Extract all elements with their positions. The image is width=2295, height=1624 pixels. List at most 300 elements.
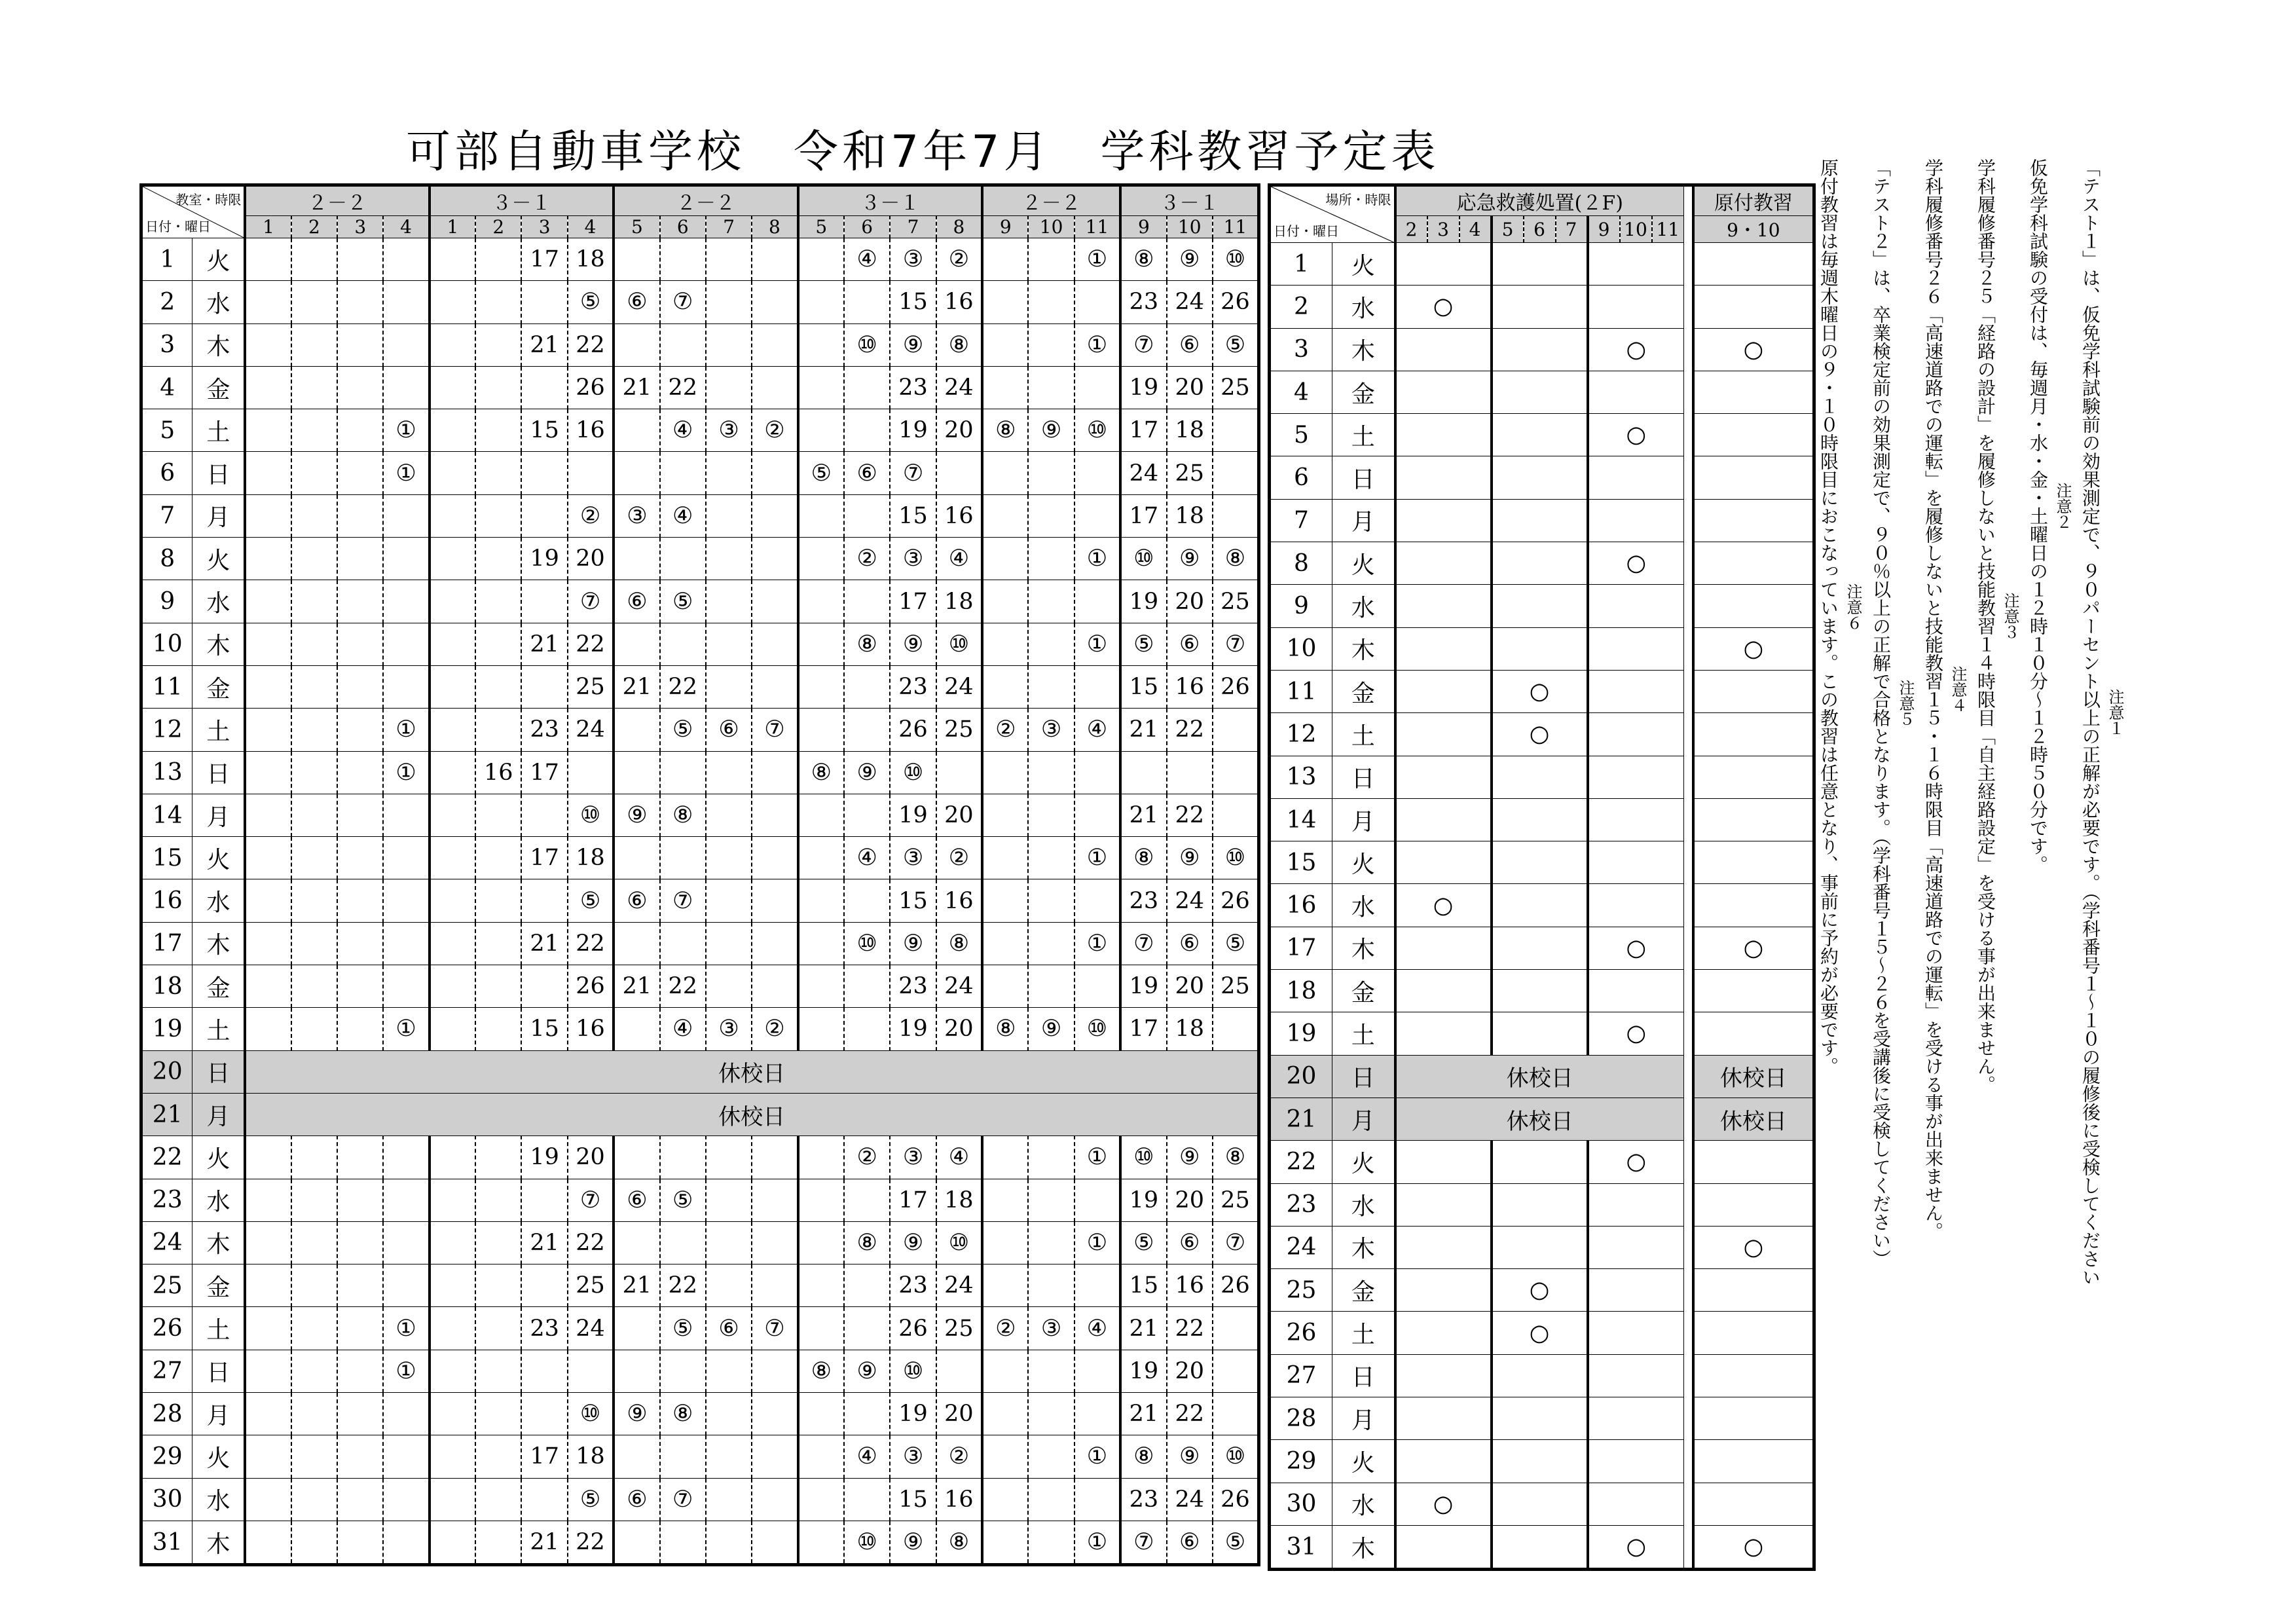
lesson-cell: 17 [890,580,936,623]
lesson-cell [1213,709,1259,751]
first-aid-cell [1492,499,1588,542]
lesson-cell: 17 [521,837,567,879]
lesson-cell [337,1307,383,1350]
genpu-cell: ○ [1693,328,1814,371]
first-aid-cell [1588,499,1684,542]
day-cell: 11 [141,665,193,708]
day-cell: 14 [1270,798,1332,841]
lesson-cell: 25 [1213,1179,1259,1221]
lesson-cell [1074,1264,1120,1307]
lesson-cell [798,1435,844,1478]
lesson-cell [291,281,337,323]
day-cell: 15 [141,837,193,879]
lesson-cell [475,1478,521,1521]
lesson-cell: ⑥ [706,1307,752,1350]
genpu-cell [1693,970,1814,1012]
main-corner-cell [141,185,246,238]
lesson-cell [291,837,337,879]
period-header: 10 [1167,216,1213,238]
lesson-cell: ⑤ [1120,1221,1166,1264]
lesson-cell: 19 [890,409,936,452]
lesson-cell [383,794,429,836]
period-header-row [141,216,1259,238]
lesson-cell [383,238,429,281]
lesson-cell [430,1478,475,1521]
weekday-cell: 日 [1332,1055,1395,1098]
lesson-cell [1074,281,1120,323]
lesson-cell [337,623,383,665]
lesson-cell [1028,1264,1074,1307]
lesson-cell [752,580,798,623]
lesson-cell [383,580,429,623]
lesson-cell: ⑥ [614,281,659,323]
lesson-cell [706,1136,752,1179]
lesson-cell: 20 [1167,366,1213,409]
lesson-cell [337,580,383,623]
lesson-cell: ① [1074,1221,1120,1264]
first-aid-cell [1492,970,1588,1012]
period-header: 10 [1028,216,1074,238]
day-cell: 11 [1270,670,1332,712]
first-aid-cell [1492,1483,1588,1525]
lesson-cell [706,794,752,836]
lesson-cell: ⑦ [1120,323,1166,366]
lesson-cell [1074,965,1120,1008]
table-row [141,452,1259,494]
gap-cell [1684,542,1693,585]
lesson-cell: ⑨ [844,751,890,794]
table-row [141,1435,1259,1478]
table-row [1270,456,1814,499]
first-aid-cell [1588,713,1684,756]
lesson-cell [1028,323,1074,366]
note-text: 「テスト１」は、仮免学科試験前の効果測定で、９０パーセント以上の正解が必要です。（学科番号１～１０の履修後に受検してください [2080,158,2101,1286]
lesson-cell [245,1008,291,1050]
corner-top-label: 教室・時限 [175,192,242,208]
lesson-cell: ⑦ [1120,1521,1166,1564]
lesson-cell: ④ [844,1435,890,1478]
lesson-cell [1028,751,1074,794]
lesson-cell [614,238,659,281]
gap-cell [1684,798,1693,841]
table-row [1270,970,1814,1012]
day-cell: 16 [1270,884,1332,927]
weekday-cell: 火 [1332,1440,1395,1483]
genpu-cell [1693,371,1814,413]
lesson-cell [982,538,1028,580]
table-row [1270,243,1814,286]
lesson-cell: ⑩ [890,1350,936,1392]
lesson-cell [245,879,291,922]
holiday-cell: 休校日 [1395,1055,1684,1098]
lesson-cell [291,665,337,708]
lesson-cell: ⑤ [568,879,614,922]
lesson-cell [1213,1307,1259,1350]
lesson-cell [383,1264,429,1307]
lesson-cell [383,623,429,665]
day-cell: 22 [1270,1141,1332,1183]
lesson-cell [798,538,844,580]
holiday-cell: 休校日 [245,1093,1258,1135]
lesson-cell [475,494,521,537]
weekday-cell: 木 [1332,927,1395,969]
lesson-cell [1120,751,1166,794]
room-header-row [141,185,1259,216]
lesson-cell: ⑤ [1213,323,1259,366]
lesson-cell: ⑧ [1213,1136,1259,1179]
lesson-cell [521,965,567,1008]
lesson-cell [291,751,337,794]
genpu-cell: ○ [1693,1525,1814,1569]
table-row [141,1050,1259,1093]
day-cell: 5 [141,409,193,452]
lesson-cell [291,1221,337,1264]
lesson-cell [430,281,475,323]
lesson-cell [844,1307,890,1350]
lesson-cell [982,837,1028,879]
lesson-cell [1028,1179,1074,1221]
lesson-cell [291,1179,337,1221]
period-header: 4 [568,216,614,238]
table-row [1270,1269,1814,1312]
lesson-cell [982,1264,1028,1307]
genpu-cell [1693,1440,1814,1483]
first-aid-cell [1588,1226,1684,1268]
first-aid-cell [1395,798,1492,841]
first-aid-cell [1492,414,1588,456]
first-aid-cell [1492,1012,1588,1055]
lesson-cell: 25 [1213,580,1259,623]
lesson-cell [521,1393,567,1435]
lesson-cell: ③ [706,1008,752,1050]
lesson-cell: ⑩ [936,1221,982,1264]
first-aid-cell [1492,542,1588,585]
lesson-cell [706,452,752,494]
first-aid-cell [1395,585,1492,627]
first-aid-cell [1395,1354,1492,1397]
gap-cell [1684,1483,1693,1525]
lesson-cell [337,1393,383,1435]
lesson-cell [752,1478,798,1521]
lesson-cell: ⑧ [798,751,844,794]
lesson-cell: 21 [1120,794,1166,836]
first-aid-cell [1492,1440,1588,1483]
lesson-cell: 26 [1213,281,1259,323]
lesson-cell [337,922,383,965]
period-header: 11 [1213,216,1259,238]
lesson-cell: 18 [1167,1008,1213,1050]
lesson-cell: 17 [1120,1008,1166,1050]
day-cell: 24 [141,1221,193,1264]
lesson-cell: 22 [660,965,706,1008]
first-aid-cell [1395,756,1492,798]
lesson-cell: 23 [890,665,936,708]
lesson-cell [337,665,383,708]
lesson-cell [798,281,844,323]
day-cell: 7 [141,494,193,537]
period-header: 7 [890,216,936,238]
first-aid-cell: ○ [1588,1012,1684,1055]
day-cell: 14 [141,794,193,836]
day-cell: 21 [1270,1098,1332,1140]
lesson-cell [798,1393,844,1435]
genpu-cell [1693,670,1814,712]
lesson-cell [614,452,659,494]
lesson-cell: 25 [568,665,614,708]
lesson-cell: ② [568,494,614,537]
lesson-cell [660,452,706,494]
first-aid-cell: ○ [1588,542,1684,585]
lesson-cell [752,1264,798,1307]
table-row [141,709,1259,751]
lesson-cell: 19 [1120,1179,1166,1221]
day-cell: 31 [141,1521,193,1564]
day-cell: 16 [141,879,193,922]
lesson-cell [521,1478,567,1521]
day-cell: 17 [1270,927,1332,969]
lesson-cell: 26 [568,366,614,409]
lesson-cell: 19 [890,794,936,836]
gap-cell [1684,970,1693,1012]
lesson-cell: ⑨ [890,623,936,665]
lesson-cell [706,1393,752,1435]
main-schedule-table [139,183,1260,1566]
lesson-cell [337,1264,383,1307]
weekday-cell: 土 [193,409,245,452]
first-aid-header: 応急救護処置(２F) [1395,185,1684,216]
lesson-cell: ⑨ [1028,1008,1074,1050]
first-aid-cell [1588,970,1684,1012]
lesson-cell [1074,580,1120,623]
lesson-cell [291,1435,337,1478]
weekday-cell: 木 [1332,328,1395,371]
first-aid-cell [1492,456,1588,499]
period-header: 3 [337,216,383,238]
page-title: 可部自動車学校 令和7年7月 学科教習予定表 [406,126,1440,178]
lesson-cell: 24 [936,366,982,409]
lesson-cell [245,623,291,665]
lesson-cell: ② [752,409,798,452]
lesson-cell [1028,922,1074,965]
gap-cell [1684,499,1693,542]
lesson-cell [337,1221,383,1264]
lesson-cell: ⑨ [844,1350,890,1392]
first-aid-cell [1588,1269,1684,1312]
weekday-cell: 火 [193,837,245,879]
genpu-cell [1693,243,1814,286]
lesson-cell [568,1350,614,1392]
lesson-cell [706,323,752,366]
lesson-cell [383,1179,429,1221]
day-cell: 26 [1270,1312,1332,1354]
first-aid-cell [1395,1525,1492,1569]
table-row [1270,756,1814,798]
lesson-cell [245,1521,291,1564]
lesson-cell [1028,794,1074,836]
lesson-cell [475,1307,521,1350]
day-cell: 12 [1270,713,1332,756]
first-aid-cell [1492,884,1588,927]
lesson-cell: 18 [568,837,614,879]
lesson-cell [475,538,521,580]
lesson-cell [1074,1478,1120,1521]
lesson-cell [982,879,1028,922]
weekday-cell: 日 [1332,756,1395,798]
lesson-cell: ① [1074,623,1120,665]
genpu-cell [1693,414,1814,456]
first-aid-cell [1395,970,1492,1012]
genpu-cell [1693,1141,1814,1183]
lesson-cell: 24 [1167,879,1213,922]
lesson-cell: 24 [1120,452,1166,494]
lesson-cell: ⑧ [1120,1435,1166,1478]
lesson-cell: 23 [890,1264,936,1307]
day-cell: 8 [1270,542,1332,585]
first-aid-cell [1492,1397,1588,1440]
lesson-cell: ⑦ [660,1478,706,1521]
lesson-cell [982,751,1028,794]
lesson-cell: ⑤ [1213,922,1259,965]
lesson-cell [430,1350,475,1392]
lesson-cell: 19 [521,1136,567,1179]
lesson-cell: 18 [568,238,614,281]
weekday-cell: 木 [193,922,245,965]
lesson-cell [337,452,383,494]
first-aid-cell [1588,371,1684,413]
lesson-cell: 23 [890,965,936,1008]
lesson-cell [844,1179,890,1221]
lesson-cell [614,922,659,965]
genpu-cell [1693,798,1814,841]
lesson-cell [383,1521,429,1564]
lesson-cell: ⑨ [890,323,936,366]
lesson-cell [844,665,890,708]
lesson-cell [430,1393,475,1435]
lesson-cell: 26 [1213,665,1259,708]
lesson-cell: ⑧ [982,1008,1028,1050]
genpu-cell: ○ [1693,627,1814,670]
gap-cell [1684,713,1693,756]
lesson-cell: ③ [890,538,936,580]
lesson-cell [1213,1350,1259,1392]
lesson-cell: 19 [890,1008,936,1050]
table-row [1270,1183,1814,1226]
lesson-cell: 20 [1167,580,1213,623]
day-cell: 4 [1270,371,1332,413]
lesson-cell [844,1008,890,1050]
lesson-cell: 18 [568,1435,614,1478]
lesson-cell [660,1521,706,1564]
table-row [141,238,1259,281]
weekday-cell: 月 [1332,798,1395,841]
lesson-cell [982,281,1028,323]
first-aid-period: 10 [1620,216,1652,243]
note-text: 「テスト２」は、卒業検定前の効果測定で、９０％以上の正解で合格となります。（学科番号１５～２６を受講後に受検してください） [1870,158,1892,1268]
first-aid-cell [1492,1141,1588,1183]
day-cell: 18 [1270,970,1332,1012]
gap-cell [1684,1269,1693,1312]
day-cell: 18 [141,965,193,1008]
lesson-cell [475,238,521,281]
period-header: 9 [1120,216,1166,238]
lesson-cell: 21 [521,1221,567,1264]
table-row [1270,841,1814,884]
lesson-cell: 17 [890,1179,936,1221]
lesson-cell [660,922,706,965]
table-row [141,965,1259,1008]
weekday-cell: 土 [193,1307,245,1350]
lesson-cell: ⑩ [1213,837,1259,879]
lesson-cell [982,1179,1028,1221]
lesson-cell [706,1221,752,1264]
corner-top-label: 場所・時限 [1325,192,1391,208]
first-aid-cell: ○ [1588,1525,1684,1569]
holiday-cell: 休校日 [1693,1098,1814,1140]
lesson-cell [752,323,798,366]
lesson-cell [430,1435,475,1478]
side-corner-cell [1270,185,1395,243]
day-cell: 22 [141,1136,193,1179]
table-row [141,1093,1259,1135]
lesson-cell [430,366,475,409]
first-aid-cell: ○ [1588,414,1684,456]
lesson-cell [337,1521,383,1564]
lesson-cell [982,238,1028,281]
genpu-cell [1693,286,1814,328]
lesson-cell: ⑩ [844,1521,890,1564]
lesson-cell: ③ [706,409,752,452]
day-cell: 29 [141,1435,193,1478]
lesson-cell: 15 [521,1008,567,1050]
lesson-cell [752,879,798,922]
lesson-cell [337,1478,383,1521]
lesson-cell [1213,751,1259,794]
first-aid-cell [1395,841,1492,884]
lesson-cell [798,323,844,366]
lesson-cell: 26 [1213,879,1259,922]
lesson-cell: ⑧ [1120,837,1166,879]
lesson-cell: 24 [936,665,982,708]
day-cell: 29 [1270,1440,1332,1483]
lesson-cell [706,1478,752,1521]
table-row [141,794,1259,836]
lesson-cell: 23 [890,366,936,409]
weekday-cell: 月 [1332,1098,1395,1140]
lesson-cell [798,1221,844,1264]
lesson-cell: ⑧ [844,623,890,665]
lesson-cell: ① [383,1008,429,1050]
lesson-cell [475,409,521,452]
lesson-cell [337,281,383,323]
first-aid-cell [1395,1183,1492,1226]
gap-cell [1684,456,1693,499]
lesson-cell: 20 [936,794,982,836]
lesson-cell [660,751,706,794]
lesson-cell: ③ [1028,709,1074,751]
lesson-cell [521,452,567,494]
lesson-cell: ⑨ [1167,1136,1213,1179]
first-aid-cell [1588,456,1684,499]
weekday-cell: 土 [1332,414,1395,456]
lesson-cell: ⑤ [568,1478,614,1521]
lesson-cell [245,837,291,879]
lesson-cell: ① [383,1307,429,1350]
lesson-cell [752,281,798,323]
lesson-cell [706,879,752,922]
first-aid-period: 9 [1588,216,1620,243]
lesson-cell: ⑧ [982,409,1028,452]
table-row [141,922,1259,965]
